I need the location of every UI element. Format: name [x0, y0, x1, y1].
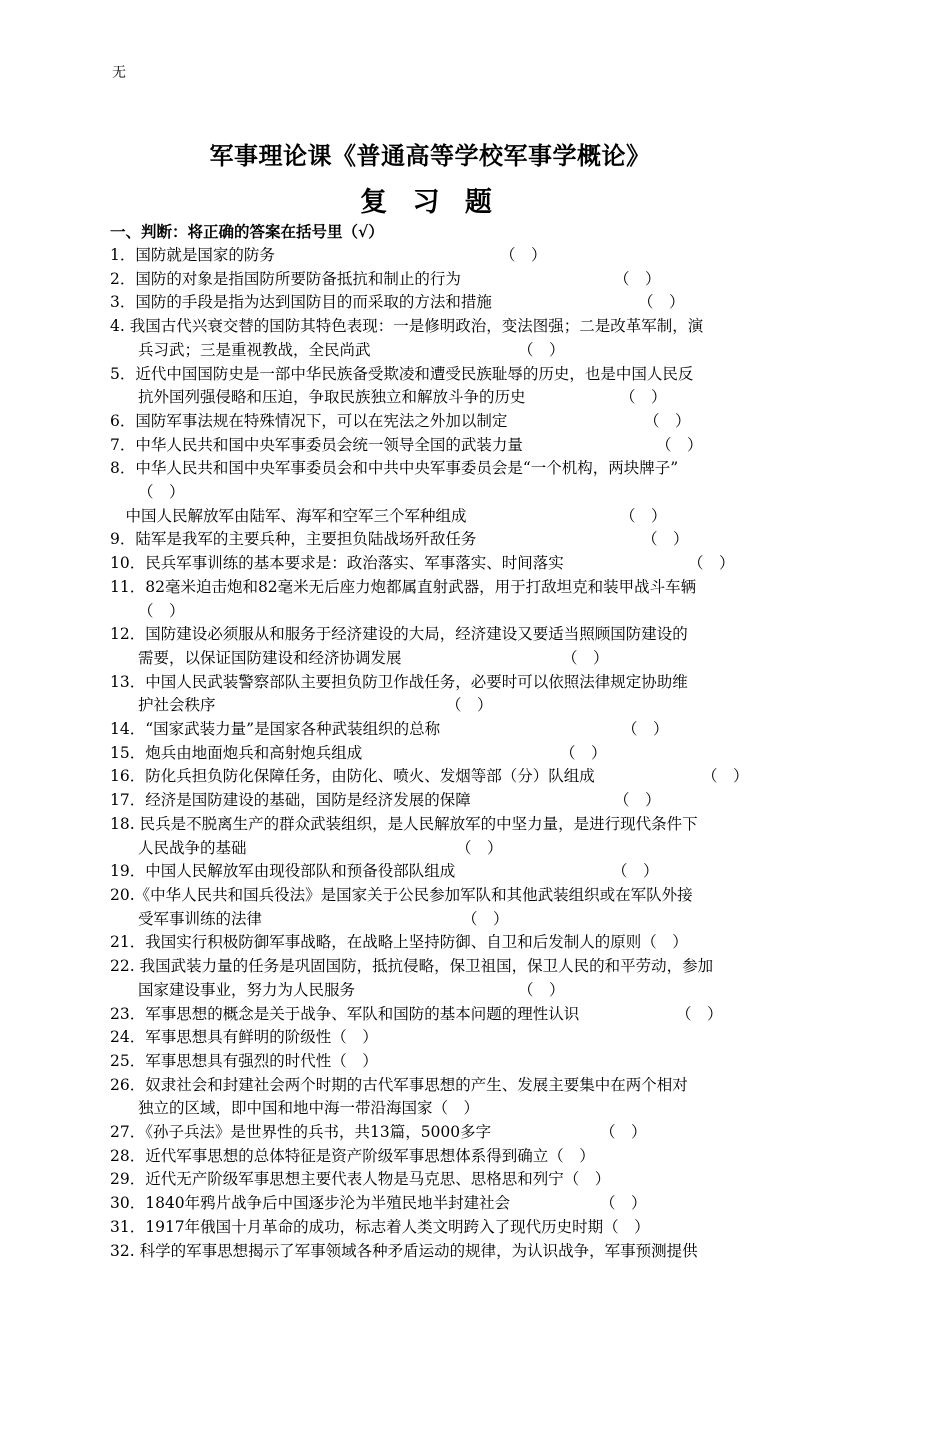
- question-item: [110, 860, 790, 884]
- question-item: [110, 505, 790, 529]
- question-text: 23．军事思想的概念是关于战争、军队和国防的基本问题的理性认识: [110, 1004, 580, 1023]
- question-item: [110, 434, 790, 458]
- question-text-continued-label: 护社会秩序: [138, 696, 216, 715]
- question-item: [110, 955, 790, 1002]
- question-item: [110, 1168, 790, 1192]
- question-text: 18. 民兵是不脱离生产的群众武装组织，是人民解放军的中坚力量，是进行现代条件下: [110, 814, 698, 833]
- header-mark: 无: [112, 65, 126, 81]
- question-item: [110, 244, 790, 268]
- question-text-continued-label: （ ）: [138, 601, 185, 620]
- question-text-continued-label: 需要，以保证国防建设和经济协调发展: [138, 648, 402, 667]
- answer-parentheses[interactable]: （ ）: [518, 340, 565, 359]
- answer-parentheses[interactable]: （ ）: [612, 862, 659, 881]
- question-text: 22. 我国武装力量的任务是巩固国防，抵抗侵略，保卫祖国，保卫人民的和平劳动，参加: [110, 957, 714, 976]
- question-text: 6．国防军事法规在特殊情况下，可以在宪法之外加以制定: [110, 411, 508, 430]
- answer-parentheses[interactable]: （ ）: [638, 293, 685, 312]
- question-item: [110, 1074, 790, 1121]
- question-text: 25．军事思想具有强烈的时代性（ ）: [110, 1051, 378, 1070]
- question-text: 9．陆军是我军的主要兵种，主要担负陆战场歼敌任务: [110, 530, 477, 549]
- question-text: 12．国防建设必须服从和服务于经济建设的大局，经济建设又要适当照顾国防建设的: [110, 625, 688, 644]
- question-text: 26．奴隶社会和封建社会两个时期的古代军事思想的产生、发展主要集中在两个相对: [110, 1075, 688, 1094]
- question-text: 10．民兵军事训练的基本要求是：政治落实、军事落实、时间落实: [110, 554, 564, 573]
- question-text: 14．“国家武装力量”是国家各种武装组织的总称: [110, 720, 441, 739]
- question-text: 20.《中华人民共和国兵役法》是国家关于公民参加军队和其他武装组织或在军队外接: [110, 885, 693, 904]
- answer-parentheses[interactable]: （ ）: [614, 791, 661, 810]
- question-item: [110, 268, 790, 292]
- question-text: 29．近代无产阶级军事思想主要代表人物是马克思、思格思和列宁（ ）: [110, 1170, 611, 1189]
- question-item: [110, 363, 790, 410]
- question-text-continued: [110, 1097, 790, 1121]
- question-item: [110, 576, 790, 623]
- question-item: [110, 1026, 790, 1050]
- answer-parentheses[interactable]: （ ）: [500, 246, 547, 264]
- question-item: [110, 528, 790, 552]
- answer-parentheses[interactable]: （ ）: [644, 411, 691, 430]
- answer-parentheses[interactable]: （ ）: [622, 720, 669, 739]
- section-heading: 一、判断：将正确的答案在括号里（√）: [110, 222, 384, 241]
- answer-parentheses[interactable]: （ ）: [600, 1194, 647, 1213]
- question-item: [110, 1050, 790, 1074]
- question-text-continued-label: 抗外国列强侵略和压迫，争取民族独立和解放斗争的历史: [138, 388, 526, 407]
- question-item: [110, 457, 790, 504]
- answer-parentheses[interactable]: （ ）: [446, 696, 493, 715]
- question-text-continued-label: 独立的区域，即中国和地中海一带沿海国家（ ）: [138, 1099, 480, 1118]
- question-text: 15．炮兵由地面炮兵和高射炮兵组成: [110, 743, 363, 762]
- answer-parentheses[interactable]: （ ）: [560, 743, 607, 762]
- question-text-continued: [110, 600, 790, 624]
- question-list: [110, 244, 790, 1263]
- question-text: 4. 我国古代兴衰交替的国防其特色表现：一是修明政治，变法图强；二是改革军制，演: [110, 317, 704, 336]
- question-text: 16．防化兵担负防化保障任务，由防化、喷火、发烟等部（分）队组成: [110, 767, 595, 786]
- answer-parentheses[interactable]: （ ）: [702, 767, 749, 786]
- question-text: 13．中国人民武装警察部队主要担负防卫作战任务，必要时可以依照法律规定协助维: [110, 672, 688, 691]
- question-item: [110, 410, 790, 434]
- question-text: 11．82毫米迫击炮和82毫米无后座力炮都属直射武器，用于打敌坦克和装甲战斗车辆: [110, 577, 697, 596]
- question-item: [110, 1192, 790, 1216]
- question-text: 1．国防就是国家的防务: [110, 246, 275, 264]
- question-text-continued-label: 兵习武；三是重视教战，全民尚武: [138, 340, 371, 359]
- question-item: [110, 552, 790, 576]
- answer-parentheses[interactable]: （ ）: [620, 388, 667, 407]
- question-item: [110, 931, 790, 955]
- question-text-continued: [110, 339, 790, 363]
- answer-parentheses[interactable]: （ ）: [688, 554, 735, 573]
- question-text-continued-label: （ ）: [138, 483, 185, 502]
- question-text: 17．经济是国防建设的基础，国防是经济发展的保障: [110, 791, 471, 810]
- question-text-continued-label: 受军事训练的法律: [138, 909, 263, 928]
- question-text-continued: [110, 481, 790, 505]
- document-title: 军事理论课《普通高等学校军事学概论》: [209, 141, 651, 170]
- question-item: [110, 1240, 790, 1264]
- answer-parentheses[interactable]: （ ）: [642, 530, 689, 549]
- question-item: [110, 1145, 790, 1169]
- question-text: 2．国防的对象是指国防所要防备抵抗和制止的行为: [110, 269, 461, 288]
- question-text-continued: [110, 837, 790, 861]
- question-item: [110, 718, 790, 742]
- answer-parentheses[interactable]: （ ）: [656, 435, 703, 454]
- answer-parentheses[interactable]: （ ）: [456, 838, 503, 857]
- question-text: 19．中国人民解放军由现役部队和预备役部队组成: [110, 862, 456, 881]
- question-item: [110, 623, 790, 670]
- question-text: 28．近代军事思想的总体特征是资产阶级军事思想体系得到确立（ ）: [110, 1146, 595, 1165]
- question-item: [110, 813, 790, 860]
- question-text: 31．1917年俄国十月革命的成功，标志着人类文明跨入了现代历史时期（ ）: [110, 1217, 650, 1236]
- answer-parentheses[interactable]: （ ）: [620, 506, 667, 525]
- question-text-continued-label: 国家建设事业，努力为人民服务: [138, 980, 356, 999]
- question-text-continued-label: 人民战争的基础: [138, 838, 247, 857]
- document-subtitle: 复 习 题: [360, 187, 500, 218]
- question-text-continued: [110, 386, 790, 410]
- question-text-continued: [110, 979, 790, 1003]
- question-text: 5．近代中国国防史是一部中华民族备受欺凌和遭受民族耻辱的历史，也是中国人民反: [110, 364, 694, 383]
- question-text: 7．中华人民共和国中央军事委员会统一领导全国的武装力量: [110, 435, 523, 454]
- question-item: [110, 1121, 790, 1145]
- question-item: [110, 291, 790, 315]
- answer-parentheses[interactable]: （ ）: [562, 648, 609, 667]
- question-text: 中国人民解放军由陆军、海军和空军三个军种组成: [110, 506, 467, 525]
- question-text: 8．中华人民共和国中央军事委员会和中共中央军事委员会是“一个机构，两块牌子”: [110, 459, 679, 478]
- question-item: [110, 789, 790, 813]
- question-text: 30．1840年鸦片战争后中国逐步沦为半殖民地半封建社会: [110, 1194, 511, 1213]
- question-text: 24．军事思想具有鲜明的阶级性（ ）: [110, 1028, 378, 1047]
- question-item: [110, 315, 790, 362]
- question-text: 27．《孙子兵法》是世界性的兵书，共13篇，5000多字: [110, 1123, 492, 1142]
- question-item: [110, 884, 790, 931]
- question-item: [110, 1003, 790, 1027]
- question-text: 32. 科学的军事思想揭示了军事领域各种矛盾运动的规律，为认识战争，军事预测提供: [110, 1241, 698, 1260]
- question-text-continued: [110, 908, 790, 932]
- answer-parentheses[interactable]: （ ）: [600, 1123, 647, 1142]
- question-text: 21．我国实行积极防御军事战略，在战略上坚持防御、自卫和后发制人的原则（ ）: [110, 933, 688, 952]
- answer-parentheses[interactable]: （ ）: [462, 909, 509, 928]
- question-item: [110, 765, 790, 789]
- answer-parentheses[interactable]: （ ）: [676, 1004, 723, 1023]
- question-text-continued: [110, 647, 790, 671]
- question-item: [110, 671, 790, 718]
- question-item: [110, 1216, 790, 1240]
- answer-parentheses[interactable]: （ ）: [614, 269, 661, 288]
- answer-parentheses[interactable]: （ ）: [518, 980, 565, 999]
- question-item: [110, 742, 790, 766]
- question-text: 3．国防的手段是指为达到国防目的而采取的方法和措施: [110, 293, 492, 312]
